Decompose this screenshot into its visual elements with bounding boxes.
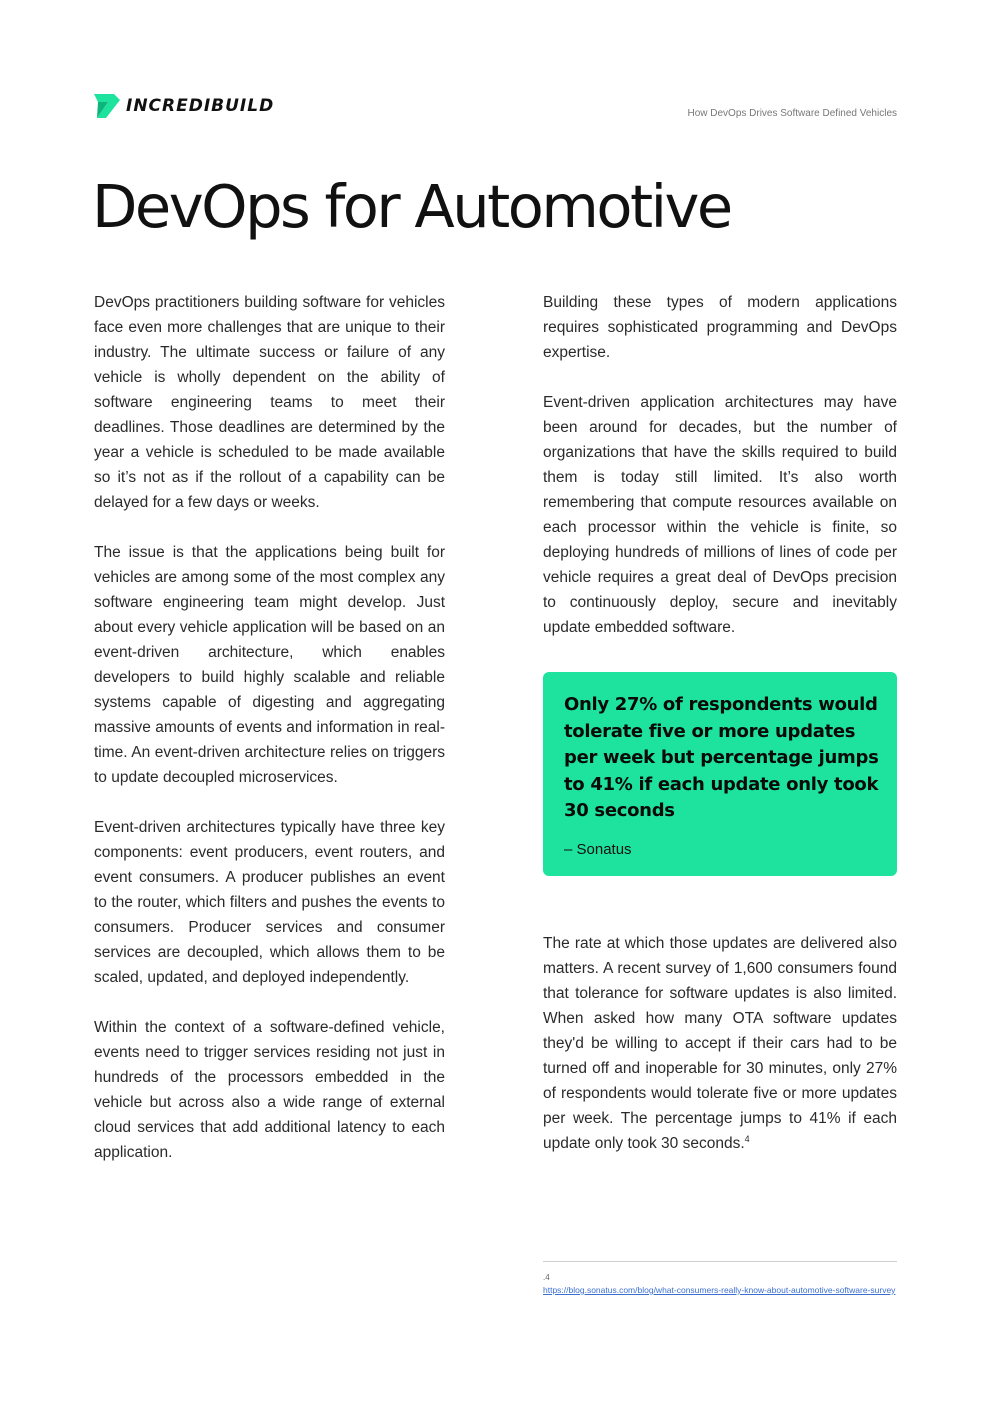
quote-text: Only 27% of respondents would tolerate five or more updates per week but percentage jumps to 41% if each update only took 30 seconds	[564, 694, 879, 821]
paragraph	[543, 931, 897, 1156]
incredibuild-logo-icon	[94, 94, 120, 118]
paragraph: Event-driven architectures typically have three key components: event producers, event routers, and event consumers. A producer publishes an event to the router, which filters and pushes the events to consumers. Producer services and consumer services are decoupled, which allows them to be scaled, updated, and deployed independently.	[94, 819, 445, 986]
page-title: DevOps for Automotive	[92, 172, 731, 241]
footnote-number: .4	[543, 1273, 550, 1282]
footnote-link[interactable]: https://blog.sonatus.com/blog/what-consumers-really-know-about-automotive-software-survey	[543, 1285, 896, 1295]
footnote-marker: 4	[744, 1133, 750, 1144]
paragraph: Within the context of a software-defined vehicle, events need to trigger services residing not just in hundreds of the processors embedded in the vehicle but across also a wide range of external cloud services that add additional latency to each application.	[94, 1019, 445, 1161]
footnote-divider	[543, 1261, 897, 1262]
left-column	[94, 290, 445, 1190]
logo-wordmark: INCREDIBUILD	[126, 96, 275, 116]
paragraph: The issue is that the applications being built for vehicles are among some of the most complex any software engineering team might develop. Just about every vehicle application will be based on an event-driven architecture, which enables developers to build highly scalable and reliable systems capable of digesting and aggregating massive amounts of events and information in real-time. An event-driven architecture relies on triggers to update decoupled microservices.	[94, 544, 445, 786]
document-title: How DevOps Drives Software Defined Vehicles	[687, 108, 897, 119]
right-column	[543, 290, 897, 1181]
paragraph-text: The rate at which those updates are delivered also matters. A recent survey of 1,600 consumers found that tolerance for software updates is also limited. When asked how many OTA software updates they'd be willing to accept if their cars had to be turned off and inoperable for 30 minutes, only 27% of respondents would tolerate five or more updates per week. The percentage jumps to 41% if each update only took 30 seconds.	[543, 934, 897, 1152]
quote-source: – Sonatus	[564, 840, 632, 858]
paragraph: DevOps practitioners building software for vehicles face even more challenges that are unique to their industry. The ultimate success or failure of any vehicle is wholly dependent on the ability of software engineering teams to meet their deadlines. Those deadlines are determined by the year a vehicle is scheduled to be made available so it’s not as if the rollout of a capability can be delayed for a few days or weeks.	[94, 294, 445, 511]
incredibuild-logo	[94, 94, 274, 118]
pull-quote	[543, 672, 897, 876]
paragraph: Event-driven application architectures may have been around for decades, but the number of organizations that have the skills required to build them is today still limited. It’s also worth remembering that compute resources available on each processor within the vehicle is finite, so deploying hundreds of millions of lines of code per vehicle requires a great deal of DevOps precision to continuously deploy, secure and inevitably update embedded software.	[543, 394, 897, 636]
paragraph: Building these types of modern applications requires sophisticated programming and DevOps expertise.	[543, 294, 897, 361]
